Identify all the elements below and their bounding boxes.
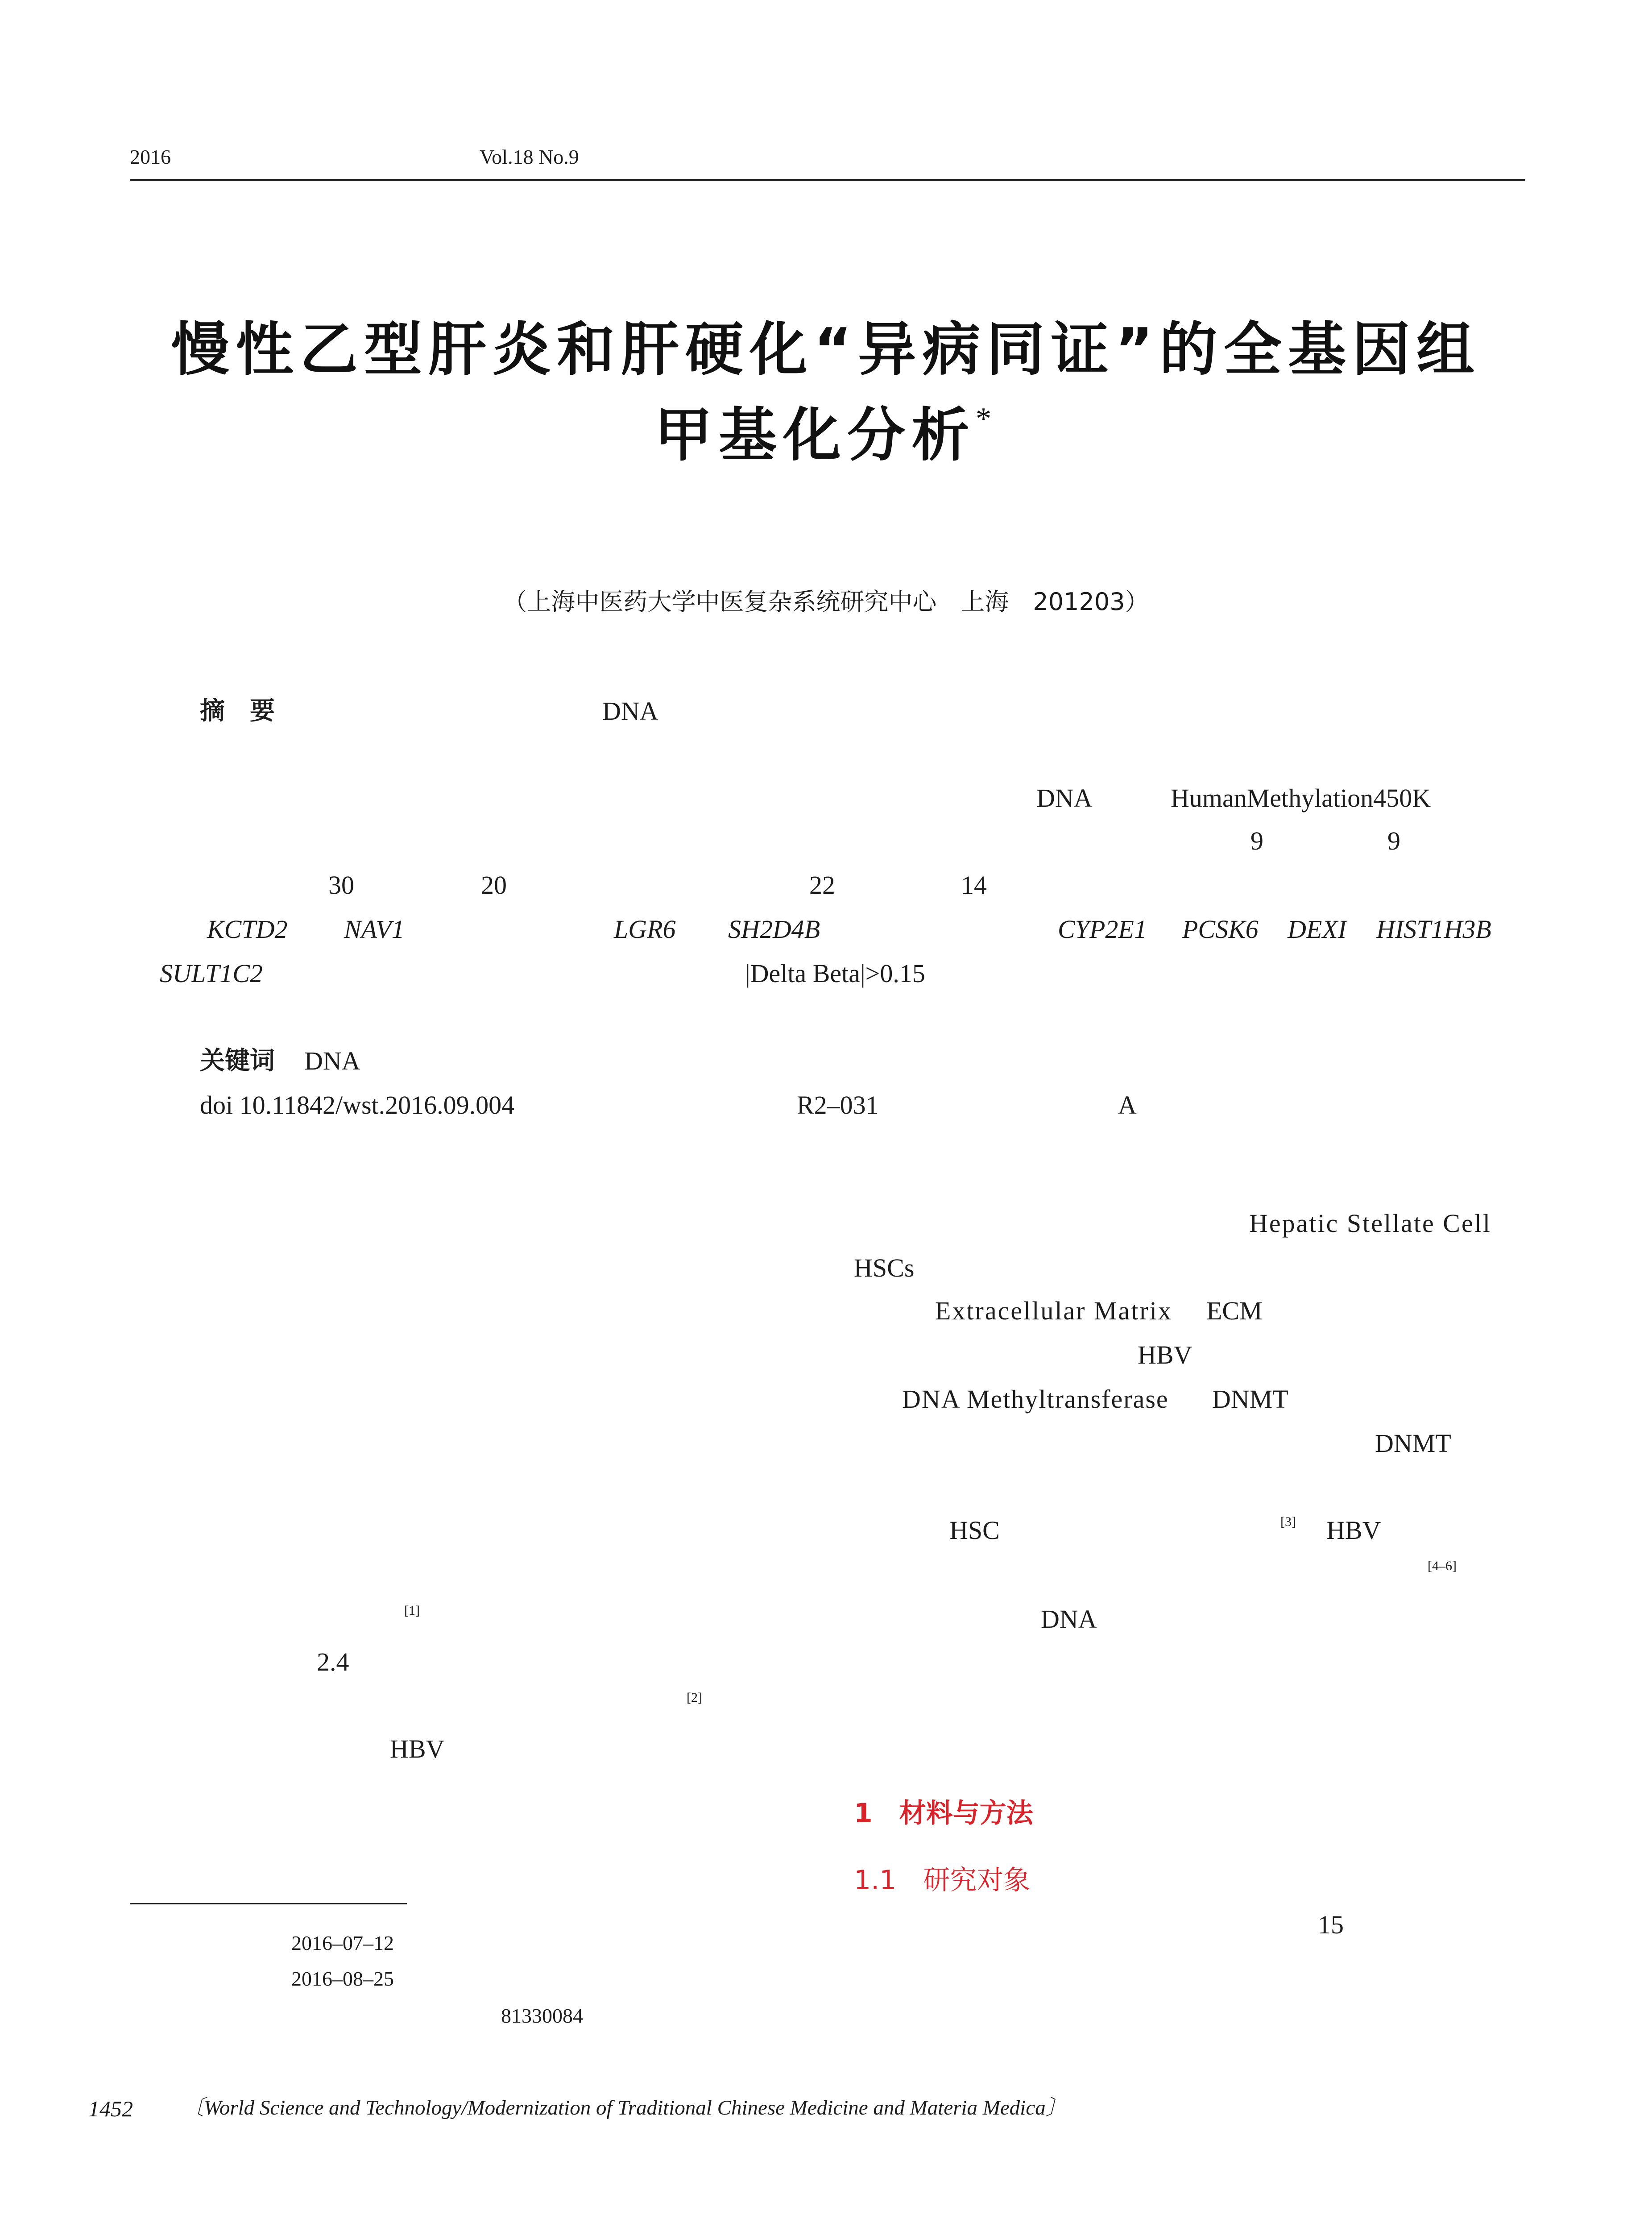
date-revised: 2016–08–25	[291, 1967, 394, 1990]
keyword-dna: DNA	[304, 1046, 360, 1075]
citation-ref: [3]	[1280, 1514, 1296, 1529]
term-hscs: HSCs	[854, 1253, 915, 1282]
abstract-threshold: |Delta Beta|>0.15	[745, 959, 925, 988]
title-text-2: 甲基化分析	[654, 401, 976, 469]
affiliation: （上海中医药大学中医复杂系统研究中心 上海 201203）	[503, 588, 1149, 616]
term-hbv: HBV	[1138, 1340, 1192, 1369]
header-rule	[130, 179, 1525, 181]
header-volume: Vol.18 No.9	[480, 145, 579, 168]
section-heading: 1 材料与方法	[854, 1798, 1033, 1829]
citation-ref: [4–6]	[1428, 1559, 1457, 1573]
term-ecm: ECM	[1206, 1296, 1263, 1325]
term-dna-methyltransferase: DNA Methyltransferase	[902, 1385, 1169, 1414]
classification-code: R2–031	[797, 1091, 879, 1120]
keywords-label: 关键词	[200, 1046, 275, 1075]
gene-name: HIST1H3B	[1376, 915, 1491, 944]
paper-title-line-2	[0, 401, 1652, 469]
abstract-number: 9	[1250, 826, 1263, 855]
gene-name: SH2D4B	[728, 915, 820, 944]
abstract-label: 摘 要	[200, 697, 275, 726]
abstract-number: 14	[961, 871, 987, 900]
term-hbv: HBV	[390, 1734, 445, 1763]
footnote-rule	[130, 1903, 407, 1904]
term-dnmt: DNMT	[1212, 1385, 1288, 1414]
gene-name: DEXI	[1288, 915, 1347, 944]
term-dna: DNA	[1041, 1605, 1097, 1634]
citation-ref: [1]	[404, 1603, 420, 1618]
doi: doi 10.11842/wst.2016.09.004	[200, 1091, 515, 1120]
term-extracellular-matrix: Extracellular Matrix	[935, 1296, 1172, 1325]
abstract-array-name: HumanMethylation450K	[1171, 784, 1431, 813]
gene-name: NAV1	[344, 915, 405, 944]
abstract-number: 30	[328, 871, 354, 900]
document-code: A	[1118, 1091, 1137, 1120]
title-text-1: 慢性乙型肝炎和肝硬化“异病同证”的全基因组	[171, 315, 1481, 383]
header-year: 2016	[130, 145, 171, 168]
term-hepatic-stellate-cell: Hepatic Stellate Cell	[1249, 1209, 1491, 1238]
abstract-dna-2: DNA	[1036, 784, 1093, 813]
body-number: 2.4	[317, 1647, 349, 1676]
paper-title-line-1	[0, 315, 1652, 383]
journal-name: 〔World Science and Technology/Modernization of Traditional Chinese Medicine and Materia Medica〕	[183, 2096, 1067, 2119]
gene-name: KCTD2	[207, 915, 288, 944]
abstract-number: 20	[481, 871, 507, 900]
body-number: 15	[1318, 1910, 1344, 1939]
citation-ref: [2]	[687, 1690, 702, 1705]
gene-name: CYP2E1	[1058, 915, 1147, 944]
abstract-number: 9	[1387, 826, 1400, 855]
page-number: 1452	[88, 2096, 133, 2121]
gene-name: PCSK6	[1182, 915, 1259, 944]
grant-number: 81330084	[501, 2004, 583, 2027]
term-hsc: HSC	[949, 1516, 1000, 1545]
subsection-heading: 1.1 研究对象	[854, 1865, 1031, 1896]
term-hbv: HBV	[1326, 1516, 1381, 1545]
title-footnote-marker: *	[976, 402, 998, 436]
gene-name: SULT1C2	[160, 959, 263, 988]
term-dnmt: DNMT	[1375, 1429, 1451, 1458]
abstract-number: 22	[809, 871, 835, 900]
gene-name: LGR6	[614, 915, 676, 944]
date-received: 2016–07–12	[291, 1932, 394, 1954]
abstract-dna-1: DNA	[602, 697, 658, 726]
